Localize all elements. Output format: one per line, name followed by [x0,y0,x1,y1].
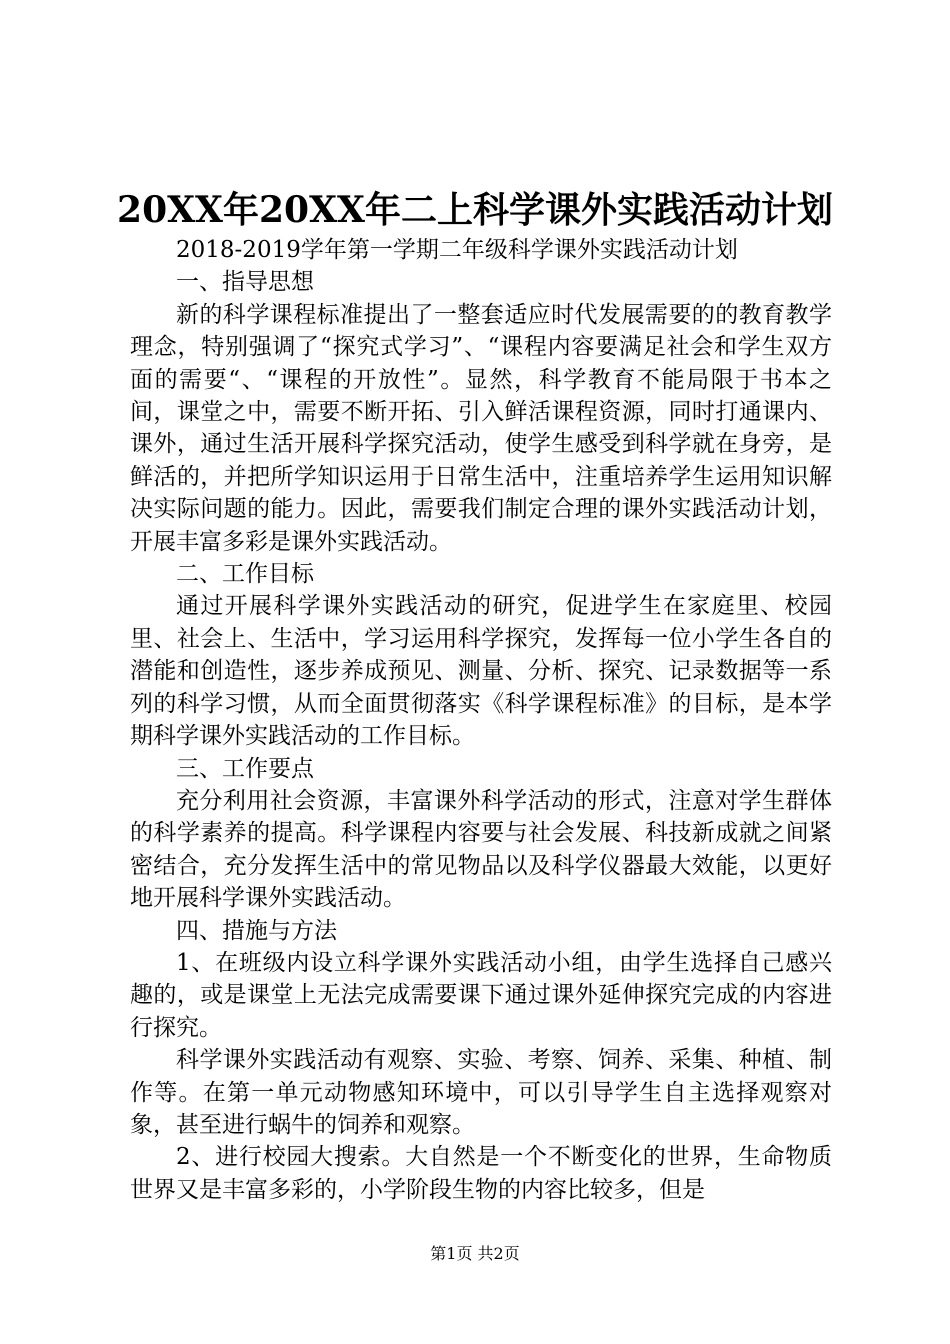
paragraph: 2、进行校园大搜索。大自然是一个不断变化的世界，生命物质世界又是丰富多彩的，小学阶段生物的内容比较多，但是 [130,1144,832,1203]
section-heading: 二、工作目标 [176,561,314,588]
section-heading: 三、工作要点 [176,755,314,782]
paragraph: 充分利用社会资源，丰富课外科学活动的形式，注意对学生群体的科学素养的提高。科学课程内容要与社会发展、科技新成就之间紧密结合，充分发挥生活中的常见物品以及科学仪器最大效能，以更好地开展科学课外实践活动。 [130,787,832,912]
paragraph: 通过开展科学课外实践活动的研究，促进学生在家庭里、校园里、社会上、生活中，学习运用科学探究，发挥每一位小学生各自的潜能和创造性，逐步养成预见、测量、分析、探究、记录数据等一系列的科学习惯，从而全面贯彻落实《科学课程标准》的目标，是本学期科学课外实践活动的工作目标。 [130,593,832,750]
document-body [130,234,832,1206]
paragraph: 科学课外实践活动有观察、实验、考察、饲养、采集、种植、制作等。在第一单元动物感知环境中，可以引导学生自主选择观察对象，甚至进行蜗牛的饲养和观察。 [130,1047,832,1138]
document-title: 20XX年20XX年二上科学课外实践活动计划 [117,189,833,231]
paragraph: 新的科学课程标准提出了一整套适应时代发展需要的的教育教学理念，特别强调了“探究式学习”、“课程内容要满足社会和学生双方面的需要“、“课程的开放性”。显然，科学教育不能局限于书本之间，课堂之中，需要不断开拓、引入鲜活课程资源，同时打通课内、课外，通过生活开展科学探究活动，使学生感受到科学就在身旁，是鲜活的，并把所学知识运用于日常生活中，注重培养学生运用知识解决实际问题的能力。因此，需要我们制定合理的课外实践活动计划，开展丰富多彩是课外实践活动。 [130,301,832,555]
section-heading: 四、措施与方法 [176,917,337,944]
document-subtitle: 2018-2019学年第一学期二年级科学课外实践活动计划 [176,237,738,263]
page-number-footer: 第1页 共2页 [430,1244,520,1263]
paragraph: 1、在班级内设立科学课外实践活动小组，由学生选择自己感兴趣的，或是课堂上无法完成需要课下通过课外延伸探究完成的内容进行探究。 [130,949,832,1041]
section-heading: 一、指导思想 [176,269,314,296]
